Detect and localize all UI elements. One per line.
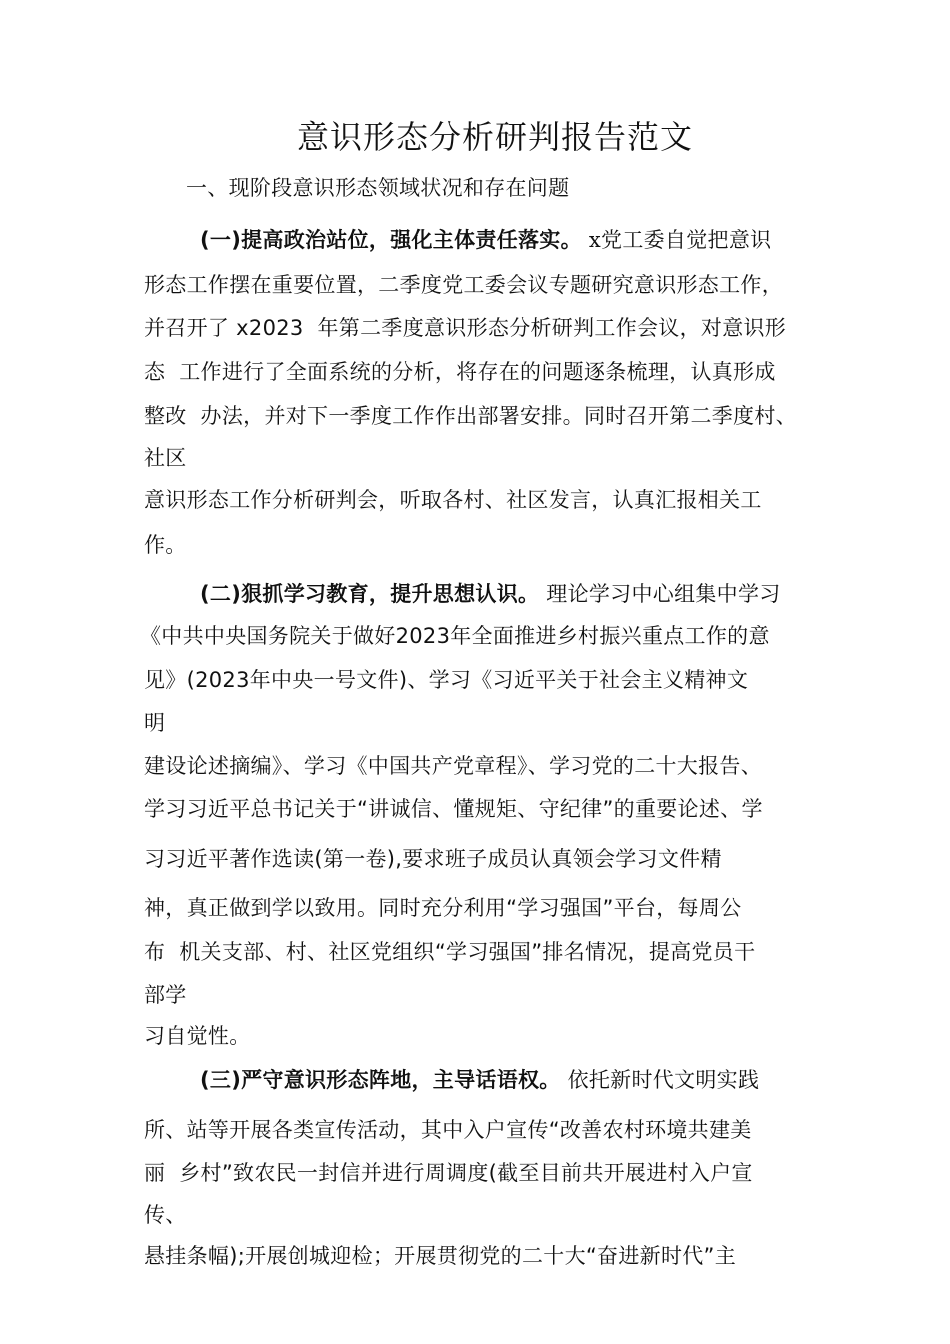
paragraph-1-first-line [200,225,771,255]
text-line: 建设论述摘编》、学习《中国共产党章程》、学习党的二十大报告、 [144,754,762,778]
paragraph-3-first-line [200,1065,759,1095]
section-heading: 一、现阶段意识形态领域状况和存在问题 [186,176,570,200]
paragraph-heading: (一)提高政治站位，强化主体责任落实。 [200,228,582,252]
text-line: 明 [144,711,166,735]
text-line: 整改 办法，并对下一季度工作作出部署安排。同时召开第二季度村、 [144,404,797,428]
text-line: 部学 [144,983,187,1007]
text-line: 《中共中央国务院关于做好2023年全面推进乡村振兴重点工作的意 [140,624,770,648]
text-line: 作。 [144,533,187,557]
text-line: 丽 乡村”致农民一封信并进行周调度(截至目前共开展进村入户宣 [144,1161,753,1185]
paragraph-heading: (二)狠抓学习教育，提升思想认识。 [200,582,540,606]
text-line: 神，真正做到学以致用。同时充分利用“学习强国”平台，每周公 [144,896,742,920]
text-line: 习习近平著作选读(第一卷),要求班子成员认真领会学习文件精 [144,847,722,871]
paragraph-text: 理论学习中心组集中学习 [539,582,781,606]
text-line: 形态工作摆在重要位置，二季度党工委会议专题研究意识形态工作， [144,273,783,297]
text-line: 悬挂条幅);开展创城迎检；开展贯彻党的二十大“奋进新时代”主 [144,1244,737,1268]
text-line: 传、 [144,1203,187,1227]
text-line: 所、站等开展各类宣传活动，其中入户宣传“改善农村环境共建美 [144,1118,752,1142]
paragraph-heading: (三)严守意识形态阵地，主导话语权。 [200,1068,561,1092]
text-line: 见》(2023年中央一号文件)、学习《习近平关于社会主义精神文 [144,668,749,692]
text-line: 意识形态工作分析研判会，听取各村、社区发言，认真汇报相关工 [144,488,762,512]
text-line: 并召开了 x2023 年第二季度意识形态分析研判工作会议，对意识形 [144,316,787,340]
text-line: 态 工作进行了全面系统的分析，将存在的问题逐条梳理，认真形成 [144,360,776,384]
text-line: 学习习近平总书记关于“讲诚信、懂规矩、守纪律”的重要论述、学 [144,797,763,821]
paragraph-text: 依托新时代文明实践 [560,1068,760,1092]
paragraph-text: x党工委自觉把意识 [581,228,772,252]
text-line: 习自觉性。 [144,1024,251,1048]
text-line: 社区 [144,446,187,470]
document-title: 意识形态分析研判报告范文 [296,118,693,156]
paragraph-2-first-line [200,579,781,609]
text-line: 布 机关支部、村、社区党组织“学习强国”排名情况，提高党员干 [144,940,756,964]
